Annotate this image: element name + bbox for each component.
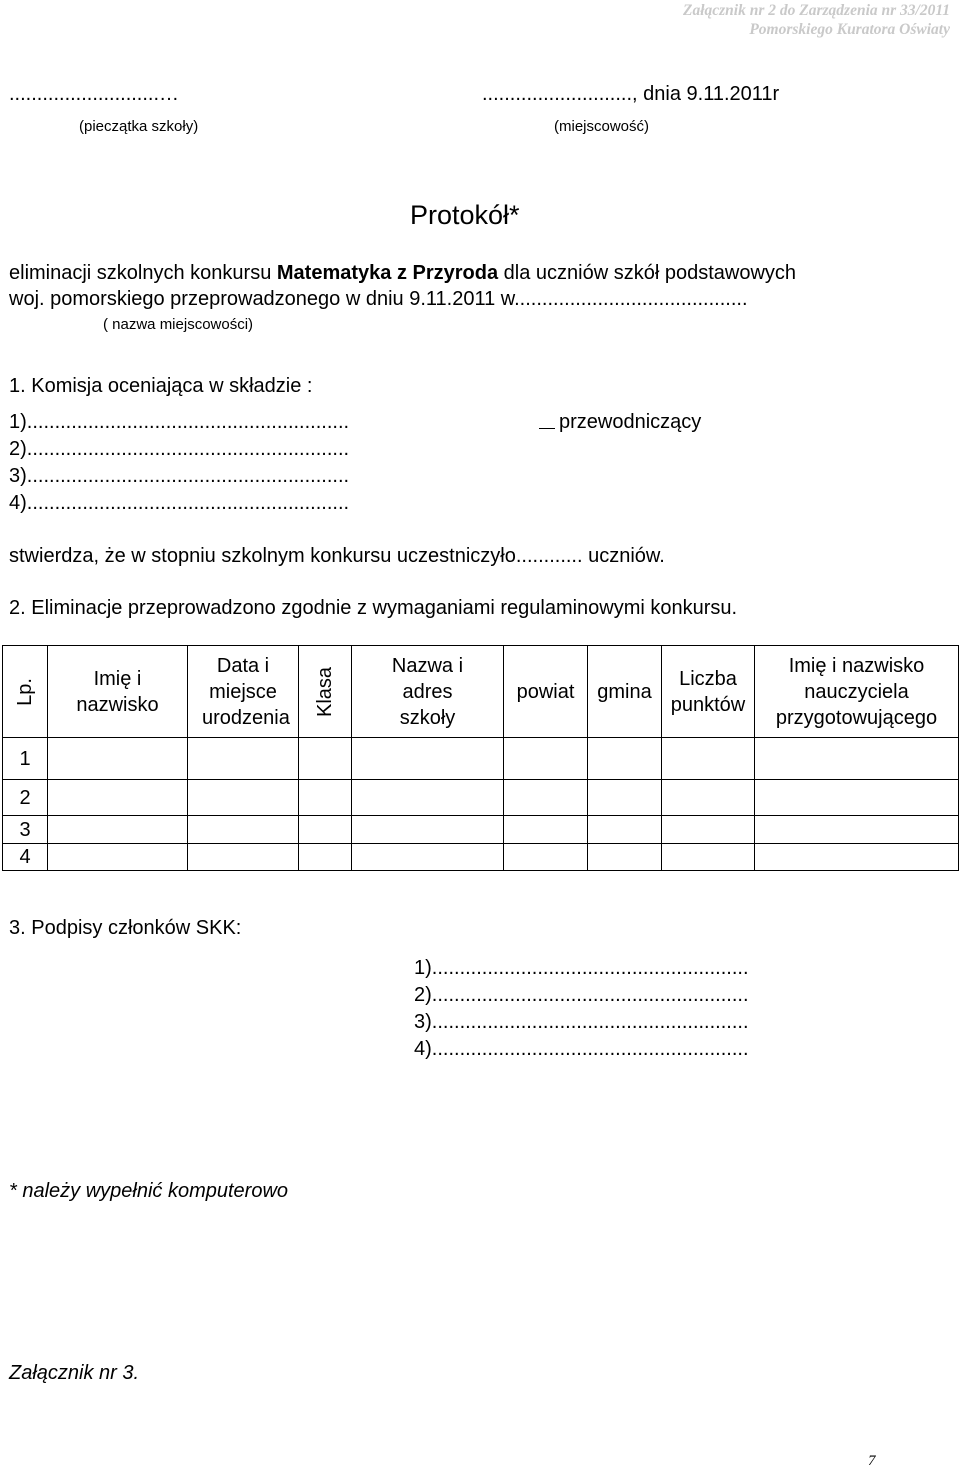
section-2-heading: 2. Eliminacje przeprowadzono zgodnie z wymaganiami regulaminowymi konkursu. bbox=[9, 597, 738, 619]
header-teacher: Imię i nazwisko nauczyciela przygotowującego bbox=[755, 646, 959, 738]
cell-teacher[interactable] bbox=[755, 816, 959, 844]
table-row bbox=[3, 738, 959, 780]
intro-line-2: woj. pomorskiego przeprowadzonego w dniu 9.11.2011 w.......................................... bbox=[9, 288, 748, 310]
member-4: 4).......................................................... bbox=[9, 492, 350, 514]
participants-statement: stwierdza, że w stopniu szkolnym konkursu uczestniczyło............ uczniów. bbox=[9, 545, 665, 567]
cell-powiat[interactable] bbox=[504, 738, 588, 780]
cell-birth[interactable] bbox=[188, 738, 299, 780]
cell-name[interactable] bbox=[48, 844, 188, 871]
header-birth: Data i miejsce urodzenia bbox=[188, 646, 299, 738]
header-powiat: powiat bbox=[504, 646, 588, 738]
section-1-heading: 1. Komisja oceniająca w składzie : bbox=[9, 375, 313, 397]
cell-points[interactable] bbox=[662, 780, 755, 816]
table-row bbox=[3, 780, 959, 816]
cell-powiat[interactable] bbox=[504, 844, 588, 871]
row-number: 1 bbox=[3, 738, 48, 780]
place-label: (miejscowość) bbox=[554, 118, 650, 135]
competition-name: Matematyka z Przyroda bbox=[276, 262, 499, 284]
intro-line-1 bbox=[9, 262, 796, 285]
cell-name[interactable] bbox=[48, 780, 188, 816]
page-number: 7 bbox=[868, 1453, 876, 1469]
cell-powiat[interactable] bbox=[504, 816, 588, 844]
header-name: Imię i nazwisko bbox=[48, 646, 188, 738]
stamp-dots: ...........................… bbox=[9, 83, 180, 105]
signature-1: 1)......................................................... bbox=[414, 957, 749, 979]
signature-4: 4)......................................................... bbox=[414, 1038, 749, 1060]
signature-3: 3)......................................................... bbox=[414, 1011, 749, 1033]
cell-points[interactable] bbox=[662, 738, 755, 780]
chair-label: przewodniczący bbox=[559, 411, 702, 433]
member-2: 2).......................................................... bbox=[9, 438, 350, 460]
cell-klasa[interactable] bbox=[299, 738, 352, 780]
cell-klasa[interactable] bbox=[299, 780, 352, 816]
cell-powiat[interactable] bbox=[504, 780, 588, 816]
member-3: 3).......................................................... bbox=[9, 465, 350, 487]
cell-teacher[interactable] bbox=[755, 738, 959, 780]
intro-text-a: eliminacji szkolnych konkursu bbox=[9, 262, 277, 284]
cell-points[interactable] bbox=[662, 844, 755, 871]
row-number: 4 bbox=[3, 844, 48, 871]
cell-school[interactable] bbox=[352, 844, 504, 871]
header-line-2: Pomorskiego Kuratora Oświaty bbox=[749, 21, 950, 38]
header-gmina: gmina bbox=[588, 646, 662, 738]
place-date: ..........................., dnia 9.11.2011r bbox=[482, 83, 780, 105]
cell-teacher[interactable] bbox=[755, 844, 959, 871]
cell-gmina[interactable] bbox=[588, 816, 662, 844]
cell-school[interactable] bbox=[352, 738, 504, 780]
table-row bbox=[3, 844, 959, 871]
results-table bbox=[2, 645, 959, 871]
cell-school[interactable] bbox=[352, 780, 504, 816]
cell-teacher[interactable] bbox=[755, 780, 959, 816]
member-1: 1).......................................................... bbox=[9, 411, 350, 433]
cell-birth[interactable] bbox=[188, 780, 299, 816]
table-header-row bbox=[3, 646, 959, 738]
cell-name[interactable] bbox=[48, 738, 188, 780]
attachment-label: Załącznik nr 3. bbox=[9, 1362, 140, 1384]
cell-gmina[interactable] bbox=[588, 780, 662, 816]
cell-points[interactable] bbox=[662, 816, 755, 844]
header-line-1: Załącznik nr 2 do Zarządzenia nr 33/2011 bbox=[683, 2, 950, 19]
place-name-label: ( nazwa miejscowości) bbox=[103, 316, 254, 333]
footnote: * należy wypełnić komputerowo bbox=[9, 1180, 289, 1202]
header-klasa: Klasa bbox=[299, 646, 352, 738]
chair-dash bbox=[539, 428, 555, 429]
cell-gmina[interactable] bbox=[588, 738, 662, 780]
header-lp: Lp. bbox=[3, 646, 48, 738]
cell-name[interactable] bbox=[48, 816, 188, 844]
document-title: Protokół* bbox=[410, 200, 520, 230]
row-number: 3 bbox=[3, 816, 48, 844]
signature-2: 2)......................................................... bbox=[414, 984, 749, 1006]
stamp-label: (pieczątka szkoły) bbox=[79, 118, 199, 135]
intro-text-c: dla uczniów szkół podstawowych bbox=[498, 262, 797, 284]
cell-klasa[interactable] bbox=[299, 816, 352, 844]
cell-birth[interactable] bbox=[188, 844, 299, 871]
row-number: 2 bbox=[3, 780, 48, 816]
cell-gmina[interactable] bbox=[588, 844, 662, 871]
cell-birth[interactable] bbox=[188, 816, 299, 844]
header-points: Liczba punktów bbox=[662, 646, 755, 738]
table-row bbox=[3, 816, 959, 844]
cell-klasa[interactable] bbox=[299, 844, 352, 871]
section-3-heading: 3. Podpisy członków SKK: bbox=[9, 917, 242, 939]
cell-school[interactable] bbox=[352, 816, 504, 844]
header-school: Nazwa i adres szkoły bbox=[352, 646, 504, 738]
